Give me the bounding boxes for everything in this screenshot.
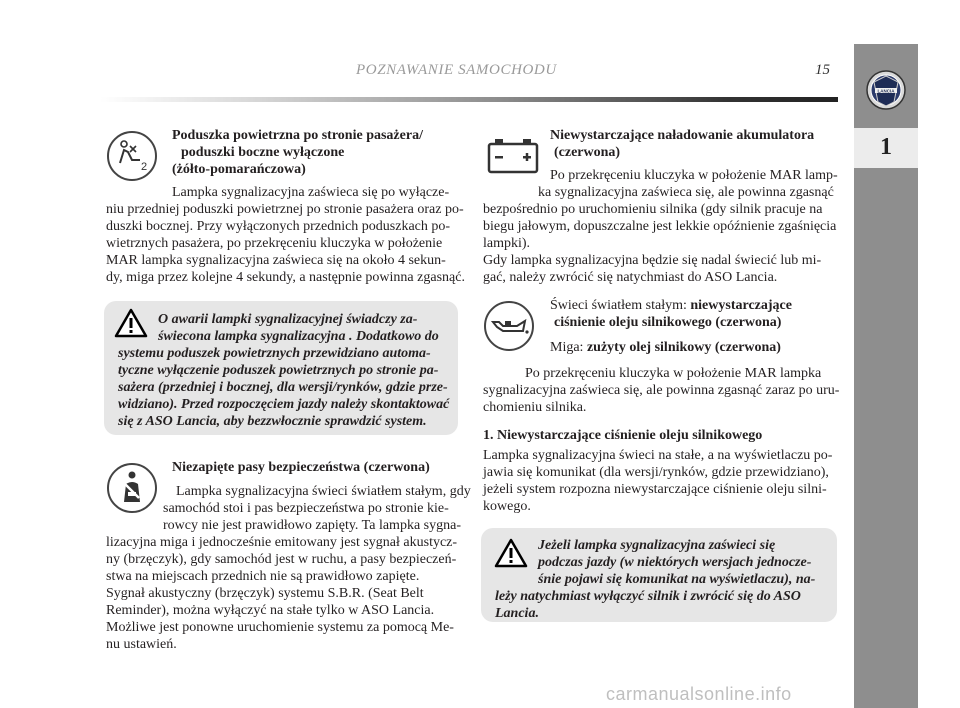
airbag-line: wietrznych pasażera, po przekręceniu kluczyka w położenie	[106, 236, 443, 251]
oil-steady-line2: ciśnienie oleju silnikowego (czerwona)	[554, 315, 782, 330]
running-header-title: POZNAWANIE SAMOCHODU	[356, 62, 557, 78]
oil-blink-line	[550, 339, 781, 356]
warning2-line: podczas jazdy (w niektórych wersjach jednocze-	[538, 555, 812, 570]
airbag-title-line3: (żółto-pomarańczowa)	[172, 162, 306, 177]
warning2-line: Jeżeli lampka sygnalizacyjna zaświeci się	[538, 538, 776, 553]
warning1-line: tyczne wyłączenie poduszek powietrznych po stronie pa-	[118, 363, 439, 378]
warning1-line: się z ASO Lancia, aby bezzwłocznie sprawdzić system.	[118, 414, 427, 429]
oil-line: chomieniu silnika.	[483, 400, 587, 415]
airbag-line: MAR lampka sygnalizacyjna zaświeca się na około 4 sekun-	[106, 253, 446, 268]
airbag-line: dy, miga przez kolejne 4 sekundy, a następnie powinna zgasnąć.	[106, 270, 465, 285]
seatbelt-line: stwa na miejscach przednich nie są prawidłowo zapięte.	[106, 569, 420, 584]
watermark: carmanualsonline.info	[606, 684, 792, 704]
passenger-airbag-off-icon	[106, 130, 158, 182]
seatbelt-icon	[106, 462, 158, 514]
oil-steady-prefix: Świeci światłem stałym:	[550, 298, 691, 313]
battery-line: ka sygnalizacyjna zaświeca się, ale powinna zgasnąć	[538, 185, 834, 200]
battery-icon	[483, 130, 535, 182]
seatbelt-line: Reminder), można wyłączyć na stałe tylko w ASO Lancia.	[106, 603, 435, 618]
seatbelt-line: rowcy nie jest prawidłowo zapięty. Ta lampka sygna-	[163, 518, 461, 533]
oil-line: sygnalizacyjna zaświeca się, ale powinna zgasnąć zaraz po uru-	[483, 383, 840, 398]
oil-pressure-line: jeżeli system rozpozna niewystarczające ciśnienie oleju silni-	[483, 482, 827, 497]
seatbelt-line: Możliwe jest ponowne uruchomienie systemu za pomocą Me-	[106, 620, 454, 635]
warning1-line: sażera (przedniej i bocznej, dla wersji/rynków, gdzie prze-	[118, 380, 448, 395]
warning-triangle-icon	[114, 308, 148, 338]
chapter-tab[interactable]	[854, 128, 918, 168]
airbag-line: niu przedniej poduszki powietrznej po stronie pasażera oraz po-	[106, 202, 464, 217]
oil-pressure-line: jawia się komunikat (dla wersji/rynków, gdzie przewidziano),	[483, 465, 829, 480]
oil-blink-bold: zużyty olej silnikowy (czerwona)	[586, 340, 781, 355]
oil-pressure-line: kowego.	[483, 499, 531, 514]
battery-line: Po przekręceniu kluczyka w położenie MAR lamp-	[550, 168, 838, 183]
battery-title-line1: Niewystarczające naładowanie akumulatora	[550, 128, 815, 143]
airbag-line: Lampka sygnalizacyjna zaświeca się po wyłącze-	[172, 185, 450, 200]
battery-title-line2: (czerwona)	[554, 145, 621, 160]
seatbelt-line: nu ustawień.	[106, 637, 177, 652]
airbag-title-line1: Poduszka powietrzna po stronie pasażera/	[172, 128, 423, 143]
warning2-line: śnie pojawi się komunikat na wyświetlaczu), na-	[538, 572, 816, 587]
warning1-line: świecona lampka sygnalizacyjna . Dodatkowo do	[158, 329, 439, 344]
battery-line: lampki).	[483, 236, 531, 251]
warning1-line: widziano). Przed rozpoczęciem jazdy należy skontaktować	[118, 397, 450, 412]
oil-pressure-line: Lampka sygnalizacyjna świeci na stałe, a na wyświetlaczu po-	[483, 448, 833, 463]
seatbelt-title: Niezapięte pasy bezpieczeństwa (czerwona)	[172, 460, 430, 475]
oil-can-icon	[483, 300, 535, 352]
warning1-line: systemu poduszek powietrznych przewidziano automa-	[118, 346, 431, 361]
page-number: 15	[815, 62, 830, 78]
warning1-line: O awarii lampki sygnalizacyjnej świadczy za-	[158, 312, 418, 327]
airbag-title-line2: poduszki boczne wyłączone	[181, 145, 345, 160]
oil-line: Po przekręceniu kluczyka w położenie MAR lampka	[525, 366, 822, 381]
battery-line: bezpośrednio po uruchomieniu silnika (gdy silnik pracuje na	[483, 202, 823, 217]
airbag-line: duszki bocznej. Przy wyłączonych przednich poduszkach po-	[106, 219, 451, 234]
seatbelt-line: Sygnał akustyczny (brzęczyk) systemu S.B.R. (Seat Belt	[106, 586, 424, 601]
warning2-line: leży natychmiast wyłączyć silnik i zwrócić się do ASO	[495, 589, 801, 604]
seatbelt-line: lizacyjna miga i jednocześnie emitowany jest sygnał akustycz-	[106, 535, 458, 550]
seatbelt-line: Lampka sygnalizacyjna świeci światłem stałym, gdy	[176, 484, 471, 499]
warning-triangle-icon	[494, 538, 528, 568]
seatbelt-line: samochód stoi i pas bezpieczeństwa po stronie kie-	[163, 501, 449, 516]
battery-line: Gdy lampka sygnalizacyjna będzie się nadal świecić lub mi-	[483, 253, 822, 268]
oil-steady-bold: niewystarczające	[690, 298, 792, 313]
svg-text:2: 2	[141, 161, 148, 173]
svg-text:LANCIA: LANCIA	[877, 88, 895, 94]
oil-blink-prefix: Miga:	[550, 340, 587, 355]
chapter-tab-number: 1	[880, 134, 892, 160]
oil-steady-line1	[550, 297, 792, 314]
warning2-line: Lancia.	[495, 606, 539, 621]
battery-line: biegu jałowym, dopuszczalne jest lekkie opóźnienie zgaśnięcia	[483, 219, 837, 234]
seatbelt-line: ny (brzęczyk), gdy samochód jest w ruchu, a pasy bezpieczeń-	[106, 552, 457, 567]
lancia-logo-icon	[866, 70, 906, 110]
battery-line: gać, należy zwrócić się natychmiast do ASO Lancia.	[483, 270, 778, 285]
header-rule	[100, 97, 838, 102]
oil-pressure-section-title: 1. Niewystarczające ciśnienie oleju silnikowego	[483, 428, 763, 443]
